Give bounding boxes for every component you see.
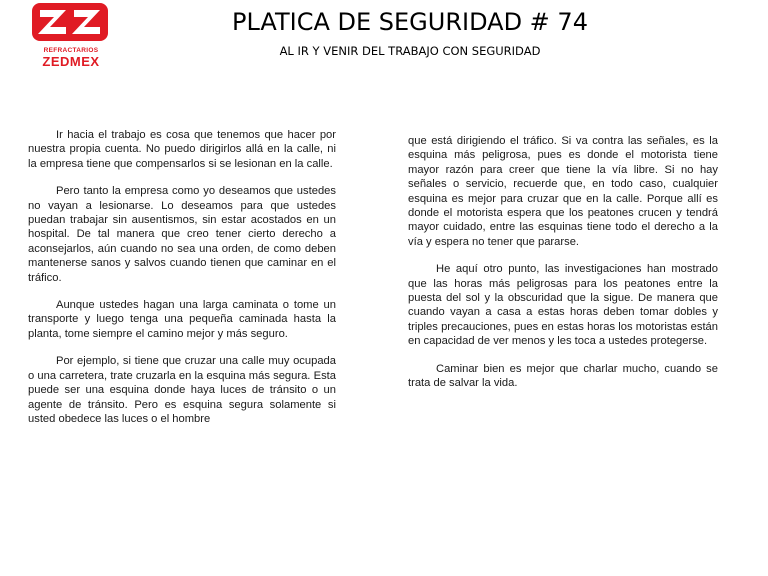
paragraph: Ir hacia el trabajo es cosa que tenemos que hacer por nuestra propia cuenta. No puedo dirigirlos allá en la calle, ni la empresa tiene que compensarlos si se lesionan en la calle. bbox=[28, 129, 336, 170]
paragraph: He aquí otro punto, las investigaciones han mostrado que las horas más peligrosas para los peatones entre la puesta del sol y la obscuridad que la sigue. De manera que cuando vayan a casa a estas horas deben tomar dobles y triples precauciones, pues en estas horas los motoristas están en capacidad de ver menos y les toca a ustedes protegerse. bbox=[408, 263, 718, 348]
paragraph: Por ejemplo, si tiene que cruzar una calle muy ocupada o una carretera, trate cruzarla en la esquina más segura. Esta puede ser una esquina donde haya luces de tránsito o un agente de tránsito. Pero es esquina segura solamente si usted obedece las luces o el hombre bbox=[28, 355, 336, 425]
paragraph: Pero tanto la empresa como yo deseamos que ustedes no vayan a lesionarse. Lo deseamos para que ustedes puedan trabajar sin ausentismos, sin estar acostados en un hospital. De tal manera que creo tener cierto derecho a aconsejarlos, aún cuando no sea una orden, de como deben mantenerse sanos y salvos cuando tienen que caminar en el tráfico. bbox=[28, 185, 336, 284]
paragraph: Aunque ustedes hagan una larga caminata o tome un transporte y luego tenga una pequeña caminada hasta la planta, tome siempre el camino mejor y más seguro. bbox=[28, 299, 336, 340]
page-subtitle: AL IR Y VENIR DEL TRABAJO CON SEGURIDAD bbox=[279, 44, 541, 58]
paragraph: Caminar bien es mejor que charlar mucho, cuando se trata de salvar la vida. bbox=[408, 362, 718, 390]
left-column bbox=[28, 128, 336, 439]
right-column bbox=[408, 134, 718, 404]
paragraph-continued: que está dirigiendo el tráfico. Si va contra las señales, es la esquina más peligrosa, pues es donde el motorista tiene mayor razón para creer que tiene la vía libre. Si no hay señales o servicio, recuerde que, en todo caso, cualquier esquina es mejor para cruzar que en la calle. Porque allí es donde el motorista espera que los peatones crucen y tendrá mayor cuidado, entre las esquinas tiene todo el derecho a la vía y espera no tener que pararse. bbox=[408, 135, 718, 248]
page-title: PLATICA DE SEGURIDAD # 74 bbox=[232, 8, 588, 36]
logo-subtitle: REFRACTARIOS bbox=[43, 47, 99, 54]
company-logo bbox=[32, 3, 110, 69]
zz-logo-mark bbox=[32, 3, 108, 41]
logo-name: ZEDMEX bbox=[42, 54, 100, 69]
